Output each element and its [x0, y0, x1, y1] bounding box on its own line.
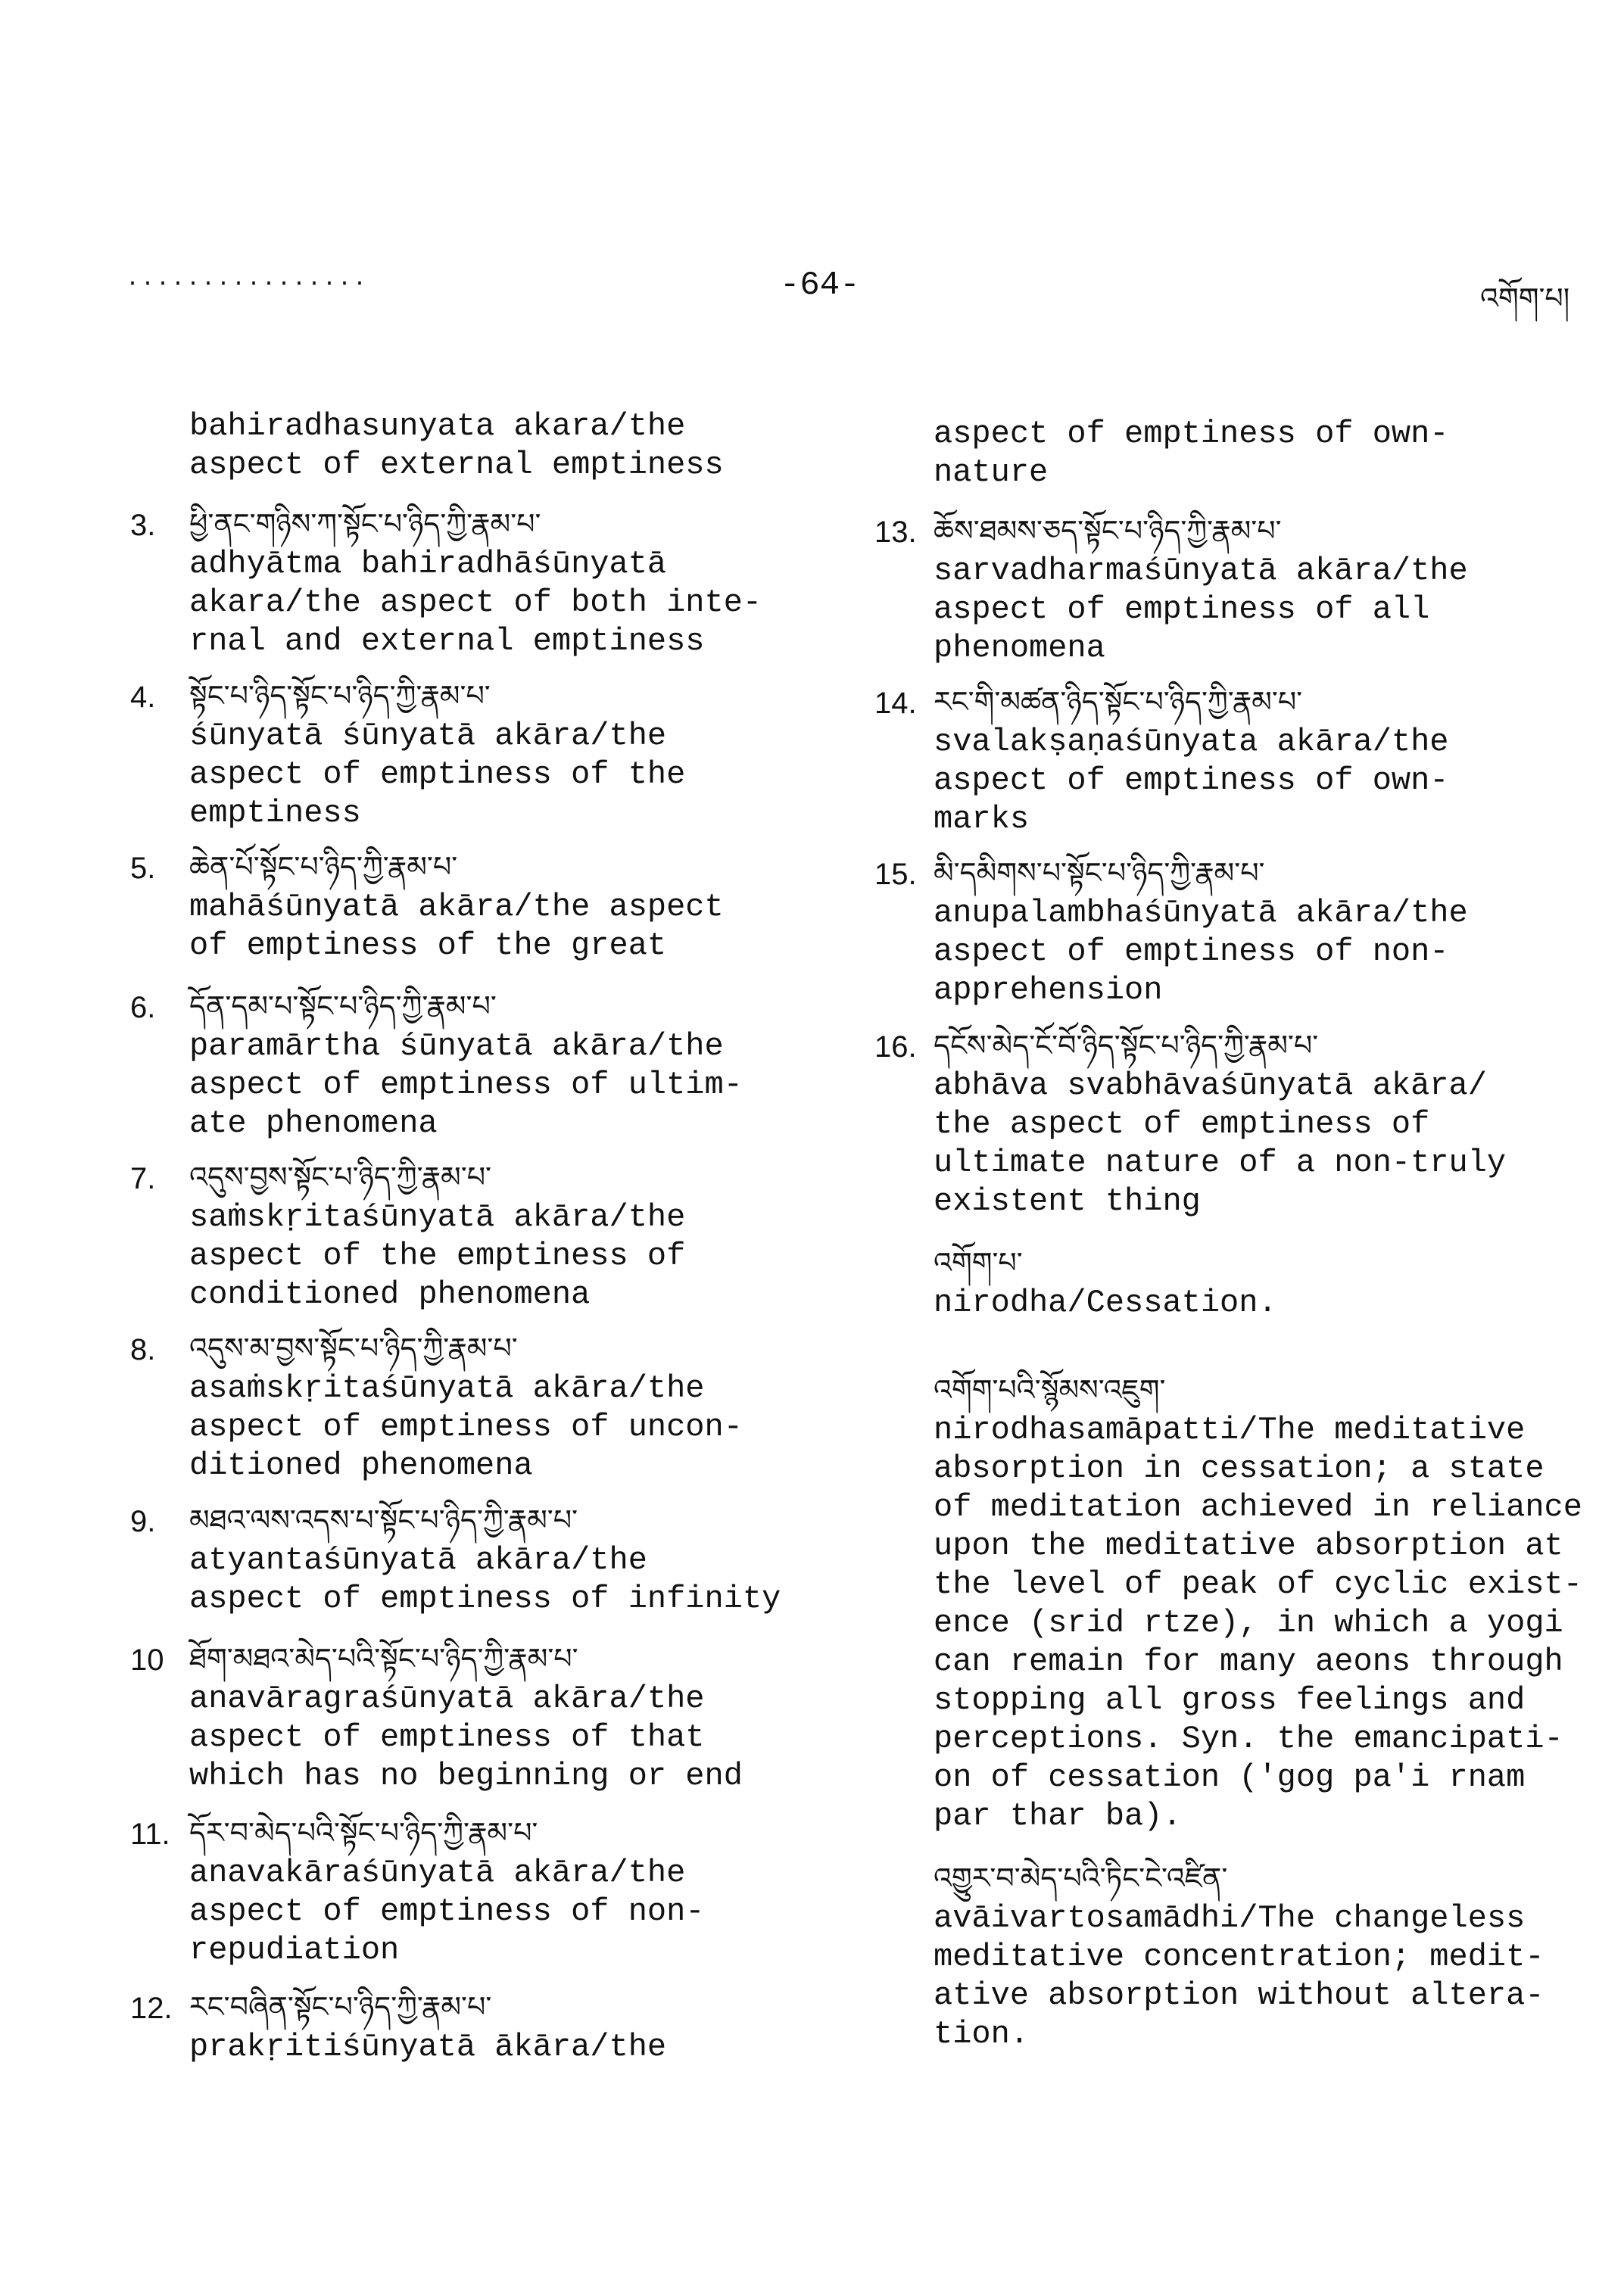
- definition-line: aspect of emptiness of infinity: [189, 1581, 781, 1617]
- tibetan-term: འདུས་མ་བྱས་སྟོང་པ་ཉིད་ཀྱི་རྣམ་པ་: [189, 1332, 518, 1365]
- definition-line: aspect of emptiness of non-: [934, 933, 1449, 970]
- tibetan-term: ཕྱི་ནང་གཉིས་ཀ་སྟོང་པ་ཉིད་ཀྱི་རྣམ་པ་: [189, 507, 541, 541]
- definition-line: aspect of emptiness of own-: [934, 416, 1449, 452]
- tibetan-term: ཆེན་པོ་སྟོང་པ་ཉིད་ཀྱི་རྣམ་པ་: [189, 850, 458, 883]
- tibetan-term: དོར་བ་མེད་པའི་སྟོང་པ་ཉིད་ཀྱི་རྣམ་པ་: [189, 1816, 538, 1849]
- glossary-entry: [130, 846, 724, 965]
- definition-line: saṁskṛitaśūnyatā akāra/the: [189, 1199, 686, 1235]
- definition-line: rnal and external emptiness: [189, 623, 705, 659]
- entry-number: 16.: [874, 1030, 917, 1064]
- definition-line: ultimate nature of a non-truly: [934, 1145, 1507, 1181]
- tibetan-term: སྟོང་པ་ཉིད་སྟོང་པ་ཉིད་ཀྱི་རྣམ་པ་: [189, 679, 491, 712]
- definition-line: can remain for many aeons through: [934, 1643, 1563, 1680]
- tibetan-term: ཐོག་མཐའ་མེད་པའི་སྟོང་པ་ཉིད་ཀྱི་རྣམ་པ་: [189, 1642, 578, 1675]
- tibetan-term: དངོས་མེད་ངོ་བོ་ཉིད་སྟོང་པ་ཉིད་ཀྱི་རྣམ་པ་: [934, 1029, 1319, 1062]
- definition-line: aspect of emptiness of own-: [934, 762, 1449, 799]
- glossary-entry: [130, 1499, 781, 1618]
- definition-line: aspect of emptiness of ultim-: [189, 1067, 743, 1103]
- definition-line: absorption in cessation; a state: [934, 1450, 1545, 1487]
- glossary-entry: [934, 1369, 1582, 1836]
- entry-number: 7.: [130, 1162, 156, 1195]
- tibetan-term: འགོག་པའི་སྙོམས་འཇུག་: [934, 1373, 1166, 1407]
- glossary-entry: [130, 1327, 743, 1485]
- definition-line: aspect of external emptiness: [189, 447, 724, 483]
- glossary-entry: [934, 1242, 1277, 1323]
- tibetan-term: རང་གི་མཚན་ཉིད་སྟོང་པ་ཉིད་ཀྱི་རྣམ་པ་: [934, 685, 1303, 718]
- definition-line: upon the meditative absorption at: [934, 1528, 1563, 1564]
- tibetan-term: ཆོས་ཐམས་ཅད་སྟོང་པ་ཉིད་ཀྱི་རྣམ་པ་: [934, 514, 1282, 547]
- page-number: -64-: [780, 266, 860, 304]
- definition-line: aspect of emptiness of uncon-: [189, 1409, 743, 1445]
- entry-number: 12.: [130, 1992, 173, 2025]
- definition-line: anavāragraśūnyatā akāra/the: [189, 1681, 705, 1717]
- tibetan-term: རང་བཞིན་སྟོང་པ་ཉིད་ཀྱི་རྣམ་པ་: [189, 1990, 492, 2024]
- definition-line: stopping all gross feelings and: [934, 1682, 1526, 1718]
- definition-line: bahiradhasunyata akara/the: [189, 408, 686, 444]
- definition-line: aspect of emptiness of all: [934, 591, 1430, 628]
- glossary-entry: [874, 681, 1449, 839]
- definition-line: paramārtha śūnyatā akāra/the: [189, 1028, 724, 1064]
- definition-line: par thar ba).: [934, 1798, 1182, 1834]
- definition-line: anavakāraśūnyatā akāra/the: [189, 1855, 686, 1891]
- definition-line: asaṁskṛitaśūnyatā akāra/the: [189, 1370, 705, 1407]
- definition-line: aspect of the emptiness of: [189, 1238, 686, 1274]
- header-dots: ................: [126, 266, 369, 292]
- tibetan-term: དོན་དམ་པ་སྟོང་པ་ཉིད་ཀྱི་རྣམ་པ་: [189, 989, 497, 1023]
- definition-line: ditioned phenomena: [189, 1447, 533, 1484]
- glossary-entry: [130, 1156, 686, 1314]
- definition-line: the aspect of emptiness of: [934, 1106, 1430, 1142]
- definition-line: sarvadharmaśūnyatā akāra/the: [934, 553, 1468, 589]
- definition-line: akara/the aspect of both inte-: [189, 584, 762, 621]
- definition-line: ative absorption without altera-: [934, 1977, 1545, 2014]
- definition-line: perceptions. Syn. the emancipati-: [934, 1721, 1563, 1757]
- definition-line: nirodhasamāpatti/The meditative: [934, 1412, 1526, 1448]
- definition-line: śūnyatā śūnyatā akāra/the: [189, 718, 667, 754]
- definition-line: nature: [934, 454, 1049, 491]
- entry-number: 8.: [130, 1333, 156, 1366]
- entry-number: 14.: [874, 687, 917, 720]
- entry-number: 3.: [130, 509, 156, 542]
- definition-line: apprehension: [934, 972, 1163, 1008]
- definition-line: of meditation achieved in reliance: [934, 1489, 1582, 1525]
- glossary-entry: [934, 415, 1449, 492]
- glossary-entry: [874, 1024, 1507, 1221]
- glossary-entry: [189, 407, 724, 484]
- glossary-entry: [130, 1986, 667, 2067]
- entry-number: 10: [130, 1643, 164, 1677]
- definition-line: abhāva svabhāvaśūnyatā akāra/: [934, 1067, 1487, 1104]
- definition-line: which has no beginning or end: [189, 1758, 743, 1794]
- entry-number: 6.: [130, 991, 156, 1024]
- definition-line: atyantaśūnyatā akāra/the: [189, 1542, 647, 1578]
- definition-line: adhyātma bahiradhāśūnyatā: [189, 546, 667, 582]
- definition-line: aspect of emptiness of non-: [189, 1893, 705, 1930]
- glossary-entry: [130, 503, 762, 661]
- tibetan-term: འདུས་བྱས་སྟོང་པ་ཉིད་ཀྱི་རྣམ་པ་: [189, 1161, 492, 1194]
- glossary-entry: [130, 1812, 705, 1970]
- definition-line: conditioned phenomena: [189, 1276, 591, 1313]
- definition-line: prakṛitiśūnyatā ākāra/the: [189, 2029, 667, 2065]
- definition-line: meditative concentration; medit-: [934, 1939, 1545, 1975]
- glossary-entry: [130, 1637, 743, 1796]
- definition-line: ate phenomena: [189, 1105, 438, 1142]
- glossary-entry: [874, 852, 1468, 1010]
- definition-line: marks: [934, 801, 1030, 837]
- definition-line: emptiness: [189, 795, 361, 831]
- definition-line: ence (srid rtze), in which a yogi: [934, 1605, 1563, 1641]
- glossary-entry: [934, 1857, 1545, 2054]
- definition-line: on of cessation ('gog pa'i rnam: [934, 1759, 1526, 1796]
- definition-line: tion.: [934, 2016, 1030, 2052]
- running-head: འགོག་པ།: [1480, 282, 1570, 315]
- definition-line: anupalambhaśūnyatā akāra/the: [934, 895, 1468, 931]
- entry-number: 11.: [130, 1818, 170, 1851]
- definition-line: nirodha/Cessation.: [934, 1285, 1277, 1321]
- definition-line: mahāśūnyatā akāra/the aspect: [189, 889, 724, 925]
- definition-line: the level of peak of cyclic exist-: [934, 1566, 1582, 1603]
- entry-number: 4.: [130, 681, 156, 714]
- definition-line: aspect of emptiness of the: [189, 756, 686, 793]
- glossary-entry: [130, 985, 743, 1143]
- glossary-entry: [130, 675, 686, 833]
- definition-line: avāivartosamādhi/The changeless: [934, 1900, 1526, 1936]
- entry-number: 15.: [874, 858, 917, 891]
- definition-line: svalakṣaṇaśūnyata akāra/the: [934, 724, 1449, 760]
- glossary-entry: [874, 509, 1468, 668]
- entry-number: 13.: [874, 516, 917, 549]
- entry-number: 5.: [130, 852, 156, 885]
- definition-line: repudiation: [189, 1932, 400, 1968]
- tibetan-term: མི་དམིགས་པ་སྟོང་པ་ཉིད་ཀྱི་རྣམ་པ་: [934, 856, 1265, 889]
- tibetan-term: འགྱུར་བ་མེད་པའི་ཏིང་ངེ་འཛིན་: [934, 1862, 1228, 1895]
- tibetan-term: མཐའ་ལས་འདས་པ་སྟོང་པ་ཉིད་ཀྱི་རྣམ་པ་: [189, 1503, 578, 1537]
- tibetan-term: འགོག་པ་: [934, 1246, 1023, 1279]
- definition-line: of emptiness of the great: [189, 927, 667, 964]
- definition-line: phenomena: [934, 630, 1105, 666]
- entry-number: 9.: [130, 1505, 156, 1538]
- definition-line: existent thing: [934, 1183, 1201, 1220]
- definition-line: aspect of emptiness of that: [189, 1719, 705, 1756]
